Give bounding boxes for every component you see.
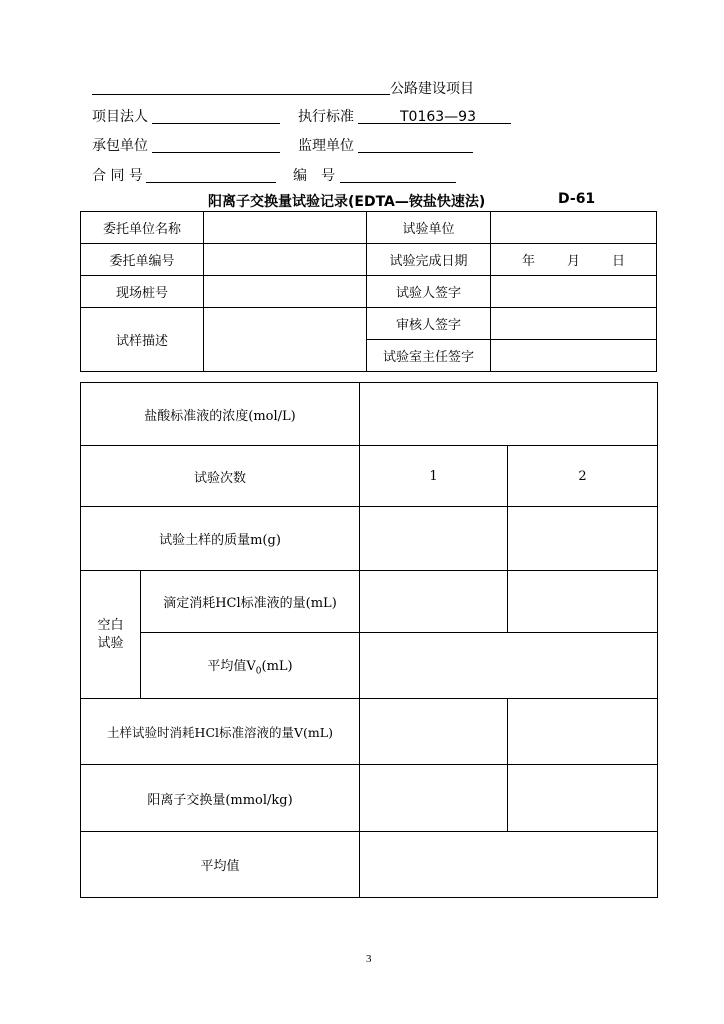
avg-v0-suffix: (mL)	[261, 658, 293, 674]
contractor-label: 承包单位	[92, 138, 148, 154]
tester-sign-value	[491, 276, 657, 308]
lab-director-sign-label: 试验室主任签字	[367, 340, 491, 372]
legal-person-label: 项目法人	[92, 109, 148, 125]
finish-date-value	[491, 244, 657, 276]
client-name-label: 委托单位名称	[81, 212, 204, 244]
stake-no-value	[204, 276, 367, 308]
avg-v0-label	[141, 633, 360, 699]
project-suffix: 公路建设项目	[390, 81, 474, 97]
sample-desc-label: 试样描述	[81, 308, 204, 372]
lab-director-sign-value	[491, 340, 657, 372]
client-name-value	[204, 212, 367, 244]
average-label: 平均值	[81, 832, 360, 898]
avg-v0-sub: 0	[255, 666, 262, 677]
test-unit-value	[491, 212, 657, 244]
titration-2	[508, 571, 658, 633]
soil-titration-label: 土样试验时消耗HCl标准溶液的量V(mL)	[81, 699, 360, 765]
day-label: 日	[612, 254, 626, 269]
sample-desc-value	[204, 308, 367, 372]
cec-2	[508, 765, 658, 832]
hcl-conc-label: 盐酸标准液的浓度(mol/L)	[81, 383, 360, 446]
stake-no-label: 现场桩号	[81, 276, 204, 308]
tester-sign-label: 试验人签字	[367, 276, 491, 308]
number-label: 编 号	[293, 168, 335, 184]
standard-label: 执行标准	[298, 109, 354, 125]
form-code: D-61	[558, 191, 596, 207]
titration-1	[360, 571, 508, 633]
number-blank	[340, 182, 456, 183]
order-no-label: 委托单编号	[81, 244, 204, 276]
contract-no-label: 合 同 号	[92, 168, 143, 184]
supervisor-blank	[358, 152, 473, 153]
page-number: 3	[366, 953, 372, 965]
trial-2-header: 2	[508, 446, 658, 507]
info-table	[80, 211, 657, 372]
titration-label: 滴定消耗HCl标准液的量(mL)	[141, 571, 360, 633]
soil-mass-1	[360, 507, 508, 571]
trial-1-header: 1	[360, 446, 508, 507]
standard-value: T0163—93	[400, 109, 476, 125]
blank-test-line2: 试验	[97, 635, 124, 651]
soil-titration-2	[508, 699, 658, 765]
legal-person-blank	[152, 123, 280, 124]
soil-mass-label: 试验土样的质量m(g)	[81, 507, 360, 571]
year-label: 年	[521, 254, 535, 269]
project-name-blank	[92, 94, 390, 95]
reviewer-sign-label: 审核人签字	[367, 308, 491, 340]
form-title: 阳离子交换量试验记录(EDTA—铵盐快速法)	[208, 194, 486, 210]
data-table	[80, 382, 658, 898]
month-label: 月	[566, 254, 580, 269]
blank-test-line1: 空白	[97, 617, 124, 633]
soil-titration-1	[360, 699, 508, 765]
finish-date-label: 试验完成日期	[367, 244, 491, 276]
test-unit-label: 试验单位	[367, 212, 491, 244]
order-no-value	[204, 244, 367, 276]
avg-v0-prefix: 平均值V	[207, 658, 256, 674]
cec-1	[360, 765, 508, 832]
average-value	[360, 832, 658, 898]
reviewer-sign-value	[491, 308, 657, 340]
test-count-label: 试验次数	[81, 446, 360, 507]
supervisor-label: 监理单位	[298, 138, 354, 154]
hcl-conc-value	[360, 383, 658, 446]
blank-test-label	[81, 571, 141, 699]
avg-v0-value	[360, 633, 658, 699]
soil-mass-2	[508, 507, 658, 571]
cec-label: 阳离子交换量(mmol/kg)	[81, 765, 360, 832]
contract-no-blank	[146, 182, 276, 183]
contractor-blank	[152, 152, 280, 153]
